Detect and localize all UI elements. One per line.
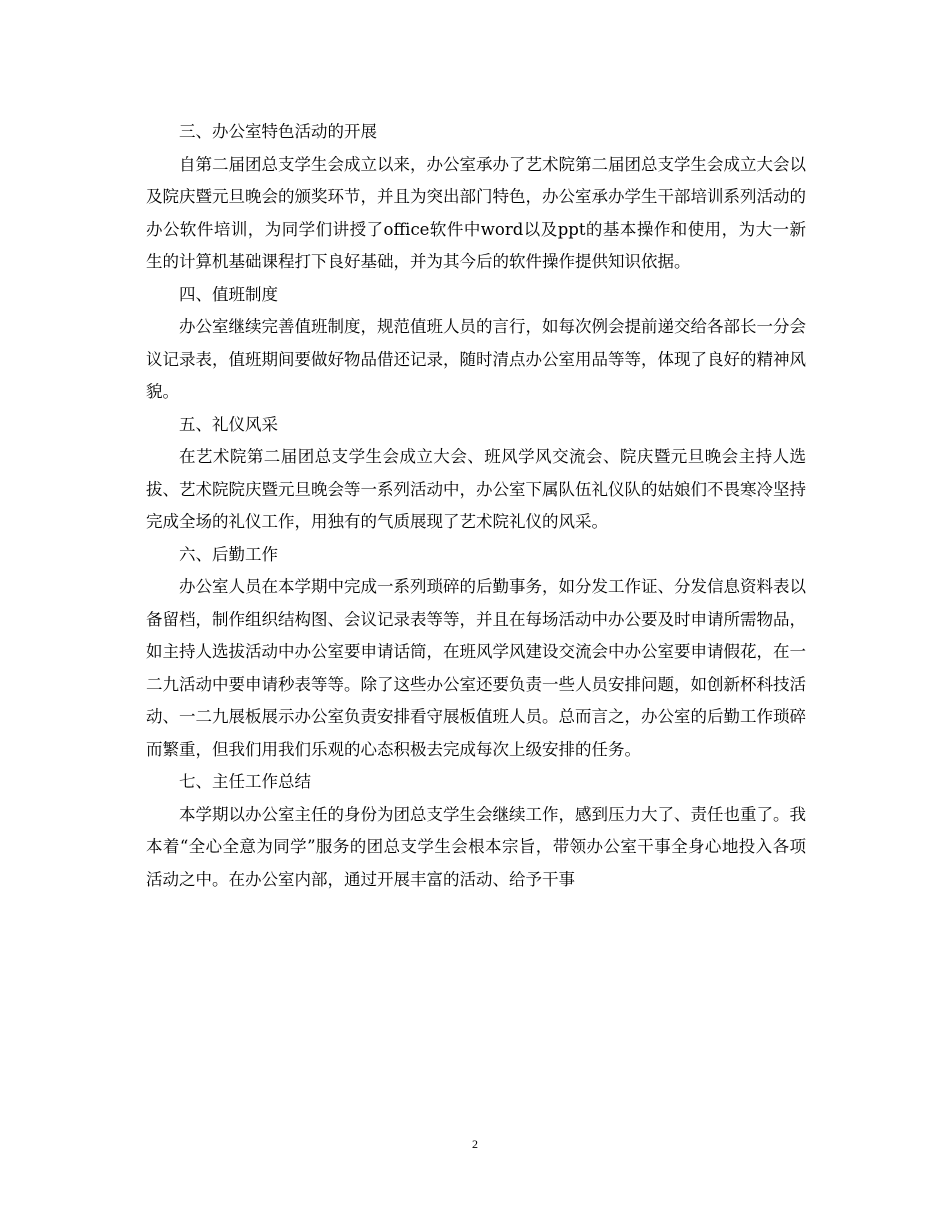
section-heading: 五、礼仪风采	[179, 414, 278, 434]
document-body	[146, 116, 806, 896]
section-paragraph: 本学期以办公室主任的身份为团总支学生会继续工作，感到压力大了、责任也重了。我本着“全心全意为同学”服务的团总支学生会根本宗旨，带领办公室干事全身心地投入各项活动之中。在办公室内部，通过开展丰富的活动、给予干事	[146, 804, 806, 889]
section-heading: 六、后勤工作	[179, 544, 278, 564]
section-heading: 七、主任工作总结	[179, 772, 311, 791]
section-paragraph: 自第二届团总支学生会成立以来，办公室承办了艺术院第二届团总支学生会成立大会以及院庆暨元旦晚会的颁奖环节，并且为突出部门特色，办公室承办学生干部培训系列活动的办公软件培训，为同学们讲授了office软件中word以及ppt的基本操作和使用，为大一新生的计算机基础课程打下良好基础，并为其今后的软件操作提供知识依据。	[146, 154, 806, 271]
page-number: 2	[472, 1137, 478, 1151]
section-paragraph: 办公室人员在本学期中完成一系列琐碎的后勤事务，如分发工作证、分发信息资料表以备留档，制作组织结构图、会议记录表等等，并且在每场活动中办公要及时申请所需物品，如主持人选拔活动中办公室要申请话筒，在班风学风建设交流会中办公室要申请假花，在一二九活动中要申请秒表等等。除了这些办公室还要负责一些人员安排问题，如创新杯科技活动、一二九展板展示办公室负责安排看守展板值班人员。总而言之，办公室的后勤工作琐碎而繁重，但我们用我们乐观的心态积极去完成每次上级安排的任务。	[146, 577, 806, 759]
section-paragraph: 在艺术院第二届团总支学生会成立大会、班风学风交流会、院庆暨元旦晚会主持人选拔、艺术院院庆暨元旦晚会等一系列活动中，办公室下属队伍礼仪队的姑娘们不畏寒冷坚持完成全场的礼仪工作，用独有的气质展现了艺术院礼仪的风采。	[146, 447, 806, 531]
section-heading: 四、值班制度	[179, 284, 278, 304]
section-heading: 三、办公室特色活动的开展	[179, 122, 377, 141]
section-paragraph: 办公室继续完善值班制度，规范值班人员的言行，如每次例会提前递交给各部长一分会议记录表，值班期间要做好物品借还记录，随时清点办公室用品等等，体现了良好的精神风貌。	[146, 317, 806, 401]
